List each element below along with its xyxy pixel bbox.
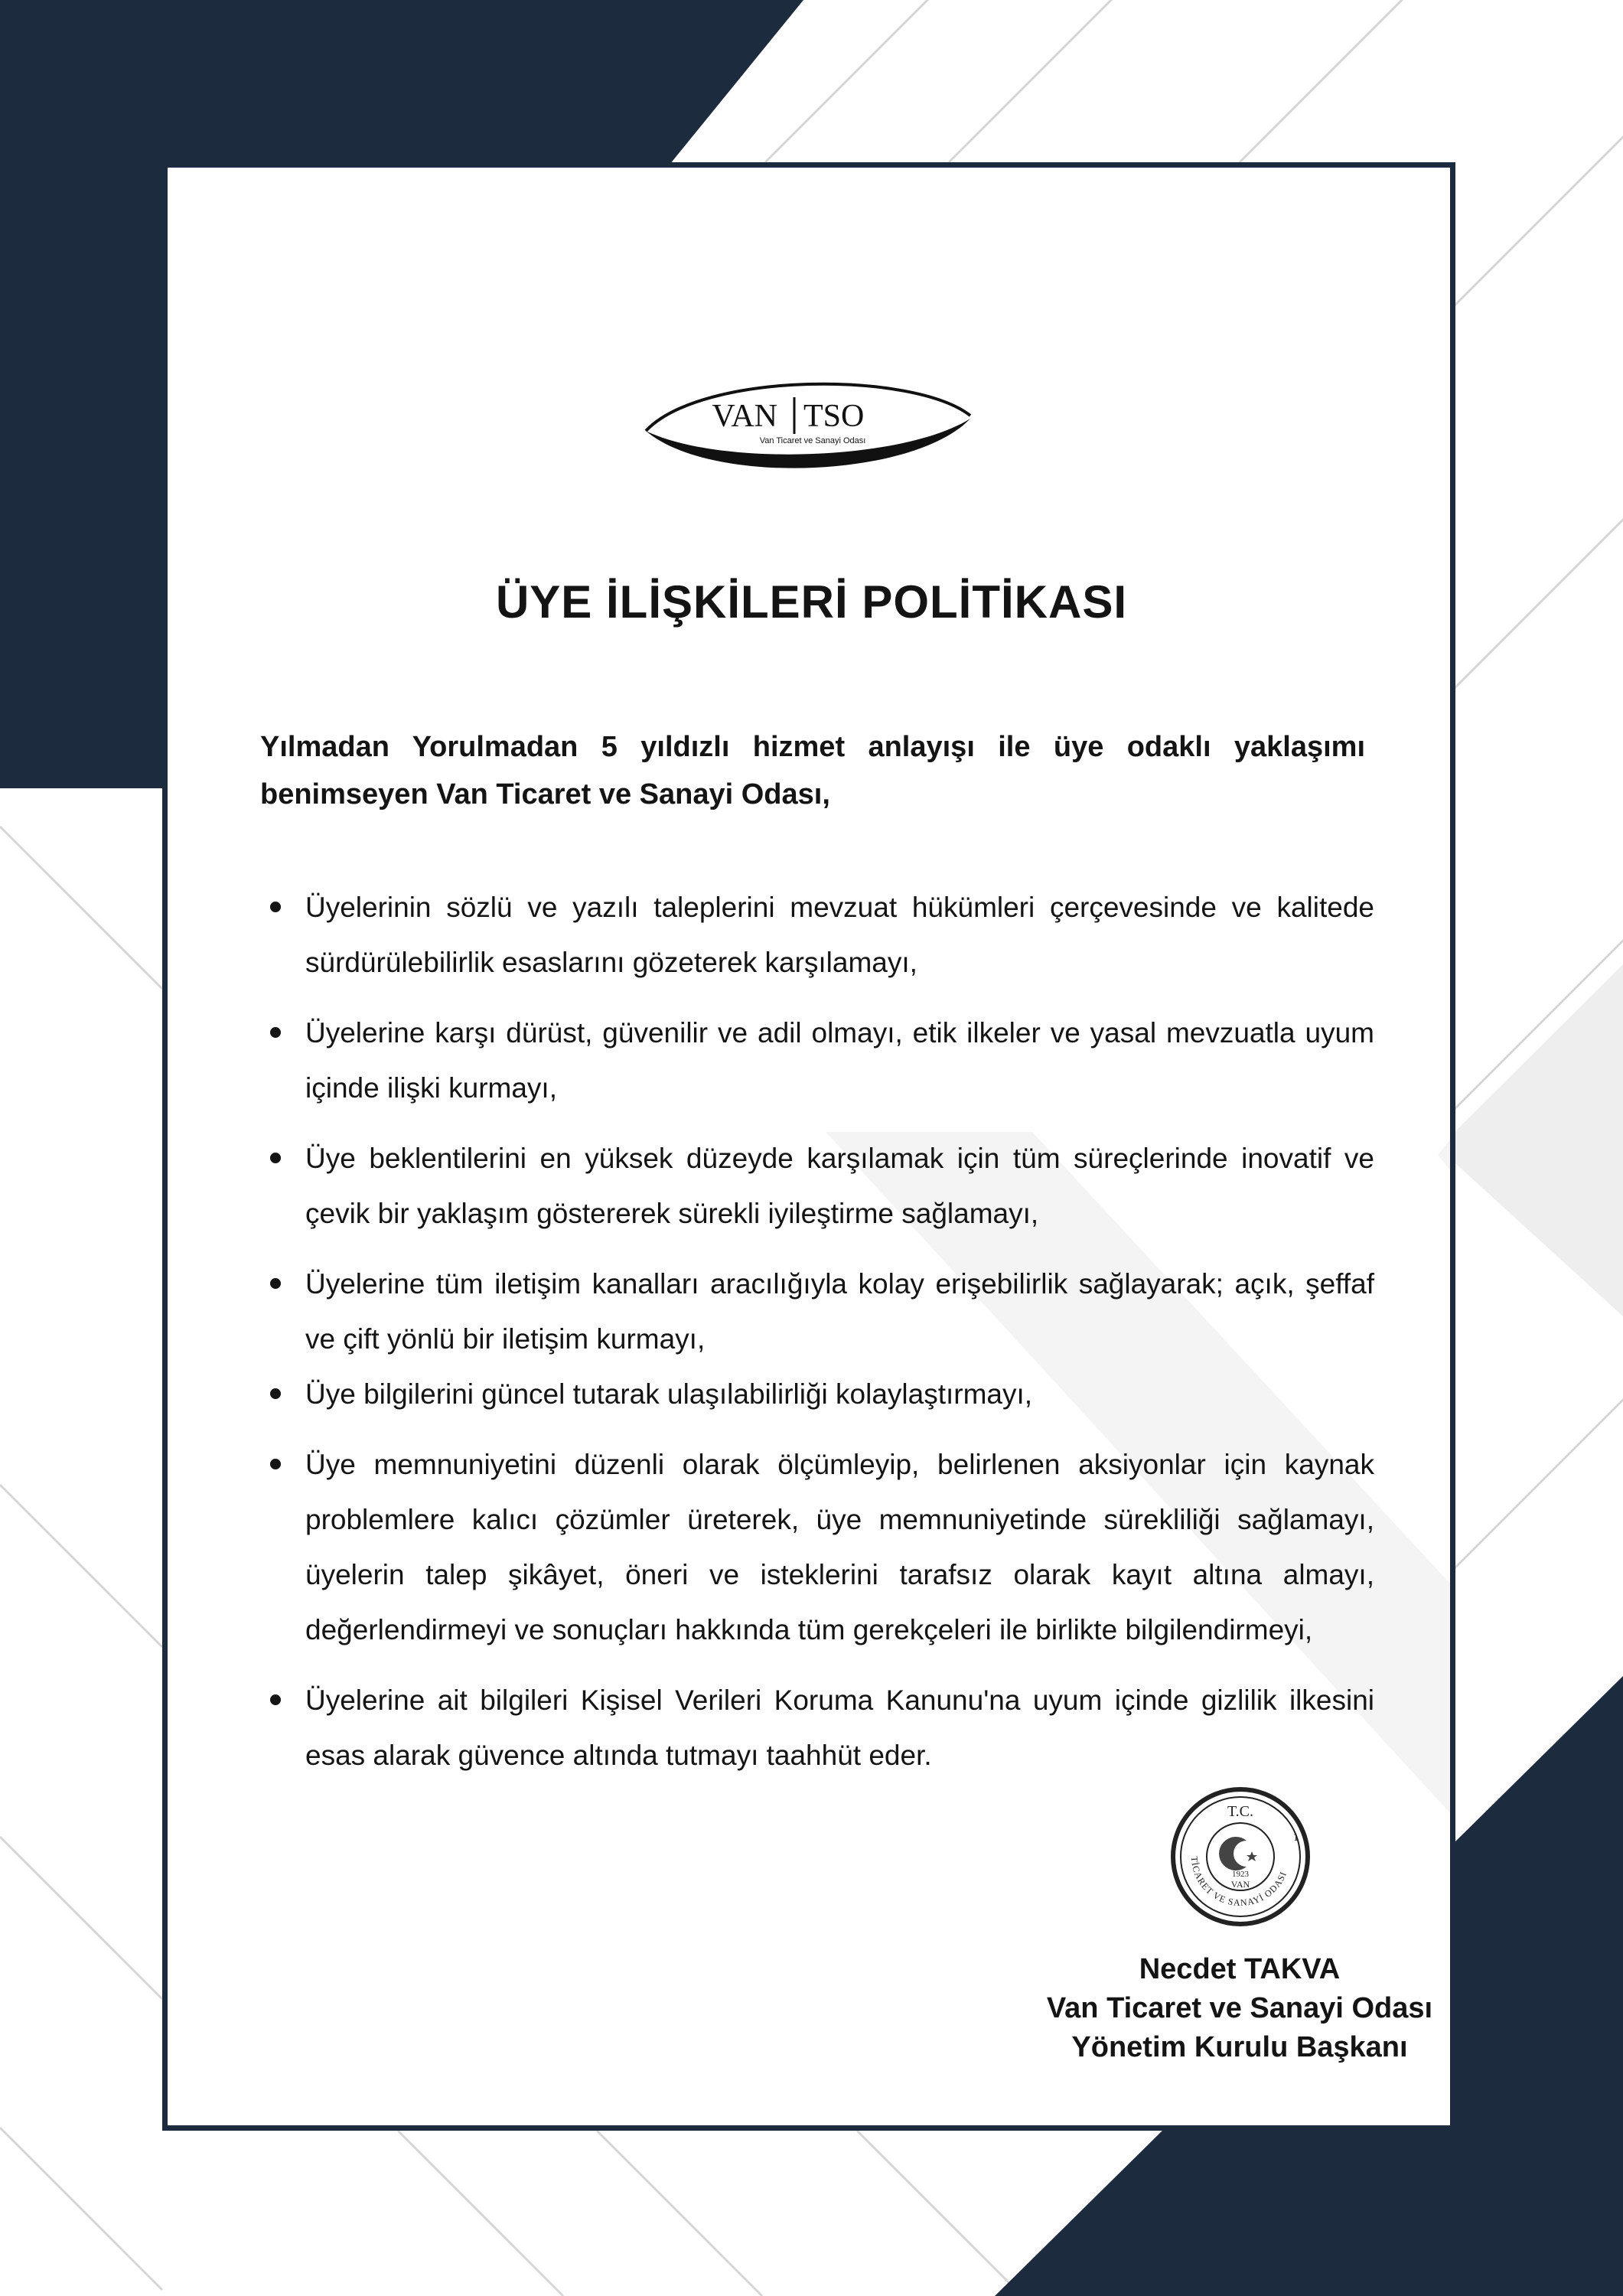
light-stripe bbox=[1439, 964, 1623, 1316]
svg-text:TSO: TSO bbox=[803, 399, 865, 434]
svg-text:T.C.: T.C. bbox=[1227, 1803, 1254, 1820]
page-title: ÜYE İLİŞKİLERİ POLİTİKASI bbox=[495, 576, 1128, 628]
list-item: Üyelerine ait bilgileri Kişisel Verileri Koruma Kanunu'na uyum içinde gizlilik ilkesini esas alarak güvence altında tutmayı taahhüt eder. bbox=[260, 1673, 1374, 1783]
vantso-logo bbox=[641, 371, 975, 471]
bullet-icon bbox=[270, 902, 281, 912]
policy-list bbox=[260, 880, 1374, 1799]
official-seal-icon bbox=[1169, 1786, 1312, 1928]
list-item: Üyelerinin sözlü ve yazılı taleplerini mevzuat hükümleri çerçevesinde ve kalitede sürdürülebilirlik esaslarını gözeterek karşılamayı, bbox=[260, 880, 1374, 990]
list-item: Üye bilgilerini güncel tutarak ulaşılabilirliği kolaylaştırmayı, bbox=[260, 1367, 1374, 1422]
signature-block bbox=[1010, 1950, 1469, 2067]
bullet-icon bbox=[270, 1388, 281, 1399]
svg-text:VAN: VAN bbox=[712, 399, 777, 434]
svg-text:1: 1 bbox=[1293, 1832, 1299, 1844]
svg-text:TİCARET VE SANAYİ ODASI: TİCARET VE SANAYİ ODASI bbox=[1188, 1856, 1289, 1909]
list-item: Üyelerine tüm iletişim kanalları aracılığıyla kolay erişebilirlik sağlayarak; açık, şeffaf ve çift yönlü bir iletişim kurmayı, bbox=[260, 1257, 1374, 1367]
bullet-icon bbox=[270, 1459, 281, 1469]
bullet-icon bbox=[270, 1278, 281, 1289]
list-item: Üye beklentilerini en yüksek düzeyde karşılamak için tüm süreçlerinde inovatif ve çevik bir yaklaşım göstererek sürekli iyileştirme sağlamayı, bbox=[260, 1131, 1374, 1241]
signatory-role: Yönetim Kurulu Başkanı bbox=[1071, 2031, 1408, 2063]
list-item: Üye memnuniyetini düzenli olarak ölçümleyip, belirlenen aksiyonlar için kaynak problemlere kalıcı çözümler üreterek, üye memnuniyetinde sürekliliği sağlamayı, üyelerin talep şikâyet, öneri ve isteklerini tarafsız olarak kayıt altına almayı, değerlendirmeyi ve sonuçları hakkında tüm gerekçeleri ile birlikte bilgilendirmeyi, bbox=[260, 1437, 1374, 1658]
signatory-org: Van Ticaret ve Sanayi Odası bbox=[1046, 1992, 1433, 2024]
intro-paragraph: Yılmadan Yorulmadan 5 yıldızlı hizmet anlayışı ile üye odaklı yaklaşımı benimseyen Van Ticaret ve Sanayi Odası, bbox=[260, 731, 1365, 810]
bullet-icon bbox=[270, 1694, 281, 1705]
signatory-name: Necdet TAKVA bbox=[1139, 1953, 1341, 1985]
bullet-icon bbox=[270, 1153, 281, 1163]
svg-text:1923: 1923 bbox=[1232, 1870, 1249, 1879]
bullet-icon bbox=[270, 1027, 281, 1038]
svg-text:VAN: VAN bbox=[1230, 1879, 1250, 1890]
svg-text:Van Ticaret ve Sanayi Odası: Van Ticaret ve Sanayi Odası bbox=[759, 436, 866, 445]
list-item: Üyelerine karşı dürüst, güvenilir ve adil olmayı, etik ilkeler ve yasal mevzuatla uyum içinde ilişki kurmayı, bbox=[260, 1006, 1374, 1116]
